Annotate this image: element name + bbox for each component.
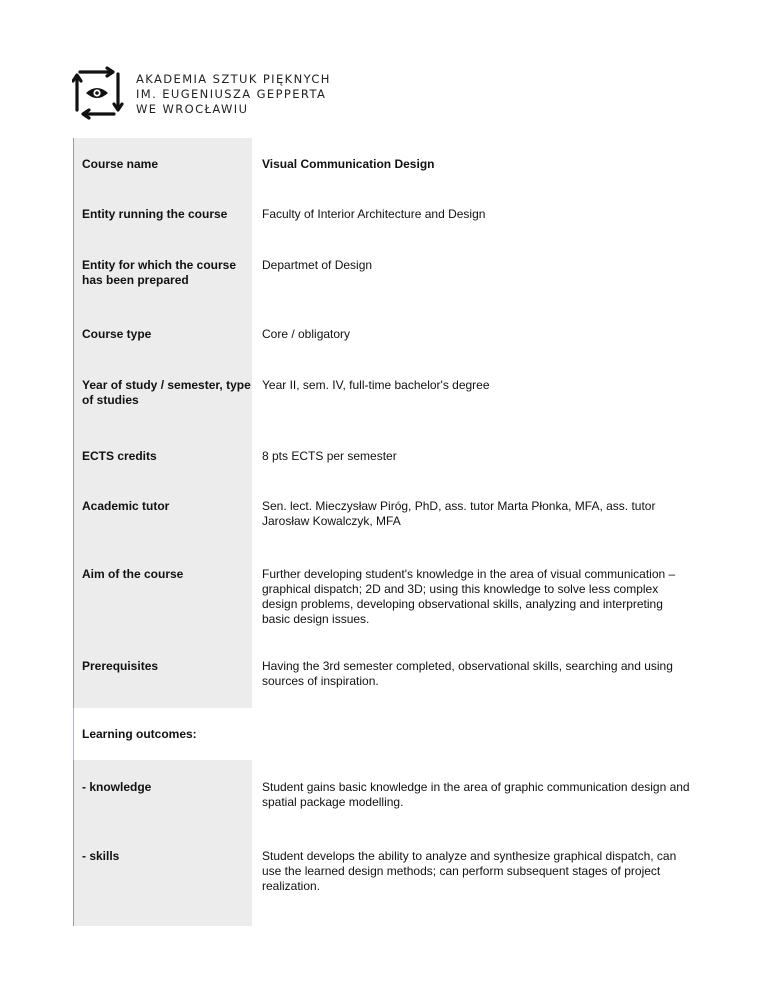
academy-name-line-3: WE WROCŁAWIU xyxy=(136,102,249,116)
academy-name-line-2: IM. EUGENIUSZA GEPPERTA xyxy=(136,87,327,101)
value-prerequisites: Having the 3rd semester completed, observational skills, searching and using sources of inspiration. xyxy=(262,659,673,688)
row-prerequisites xyxy=(74,646,698,708)
value-year-of-study: Year II, sem. IV, full-time bachelor's degree xyxy=(262,378,490,392)
label-course-type: Course type xyxy=(74,312,252,363)
label-aim: Aim of the course xyxy=(74,552,252,646)
row-learning-outcomes-heading xyxy=(74,708,698,760)
label-entity-prepared: Entity for which the course has been prepared xyxy=(74,242,252,312)
row-year-of-study xyxy=(74,363,698,434)
label-year-of-study: Year of study / semester, type of studies xyxy=(74,363,252,434)
value-aim: Further developing student's knowledge in the area of visual communication – graphical dispatch; 2D and 3D; using this knowledge to solve less complex design problems, developing observational skills, analyzing and interpreting basic design issues. xyxy=(262,567,676,626)
value-entity-prepared: Departmet of Design xyxy=(262,258,373,272)
row-entity-prepared xyxy=(74,242,698,312)
academy-logo xyxy=(72,66,331,120)
value-skills: Student develops the ability to analyze and synthesize graphical dispatch, can use the learned design methods; can perform subsequent stages of project realization. xyxy=(262,849,677,893)
label-skills: - skills xyxy=(74,834,252,926)
value-course-name: Visual Communication Design xyxy=(262,157,435,171)
course-info-table xyxy=(73,138,698,926)
academy-name-line-1: AKADEMIA SZTUK PIĘKNYCH xyxy=(136,72,331,86)
row-aim xyxy=(74,552,698,646)
label-course-name: Course name xyxy=(74,138,252,191)
academy-name xyxy=(136,72,331,117)
value-knowledge: Student gains basic knowledge in the area of graphic communication design and spatial package modelling. xyxy=(262,780,690,809)
row-academic-tutor xyxy=(74,483,698,552)
row-course-type xyxy=(74,312,698,363)
learning-outcomes-heading: Learning outcomes: xyxy=(82,727,197,741)
row-entity-running xyxy=(74,191,698,242)
label-academic-tutor: Academic tutor xyxy=(74,483,252,552)
label-knowledge: - knowledge xyxy=(74,760,252,834)
label-entity-running: Entity running the course xyxy=(74,191,252,242)
row-course-name xyxy=(74,138,698,191)
value-entity-running: Faculty of Interior Architecture and Design xyxy=(262,207,486,221)
label-prerequisites: Prerequisites xyxy=(74,646,252,708)
value-ects: 8 pts ECTS per semester xyxy=(262,449,397,463)
row-ects xyxy=(74,434,698,483)
row-knowledge xyxy=(74,760,698,834)
row-skills xyxy=(74,834,698,926)
value-academic-tutor: Sen. lect. Mieczysław Piróg, PhD, ass. tutor Marta Płonka, MFA, ass. tutor Jarosław Kowalczyk, MFA xyxy=(262,499,656,528)
academy-emblem-icon xyxy=(72,66,124,120)
label-ects: ECTS credits xyxy=(74,434,252,483)
value-course-type: Core / obligatory xyxy=(262,327,351,341)
